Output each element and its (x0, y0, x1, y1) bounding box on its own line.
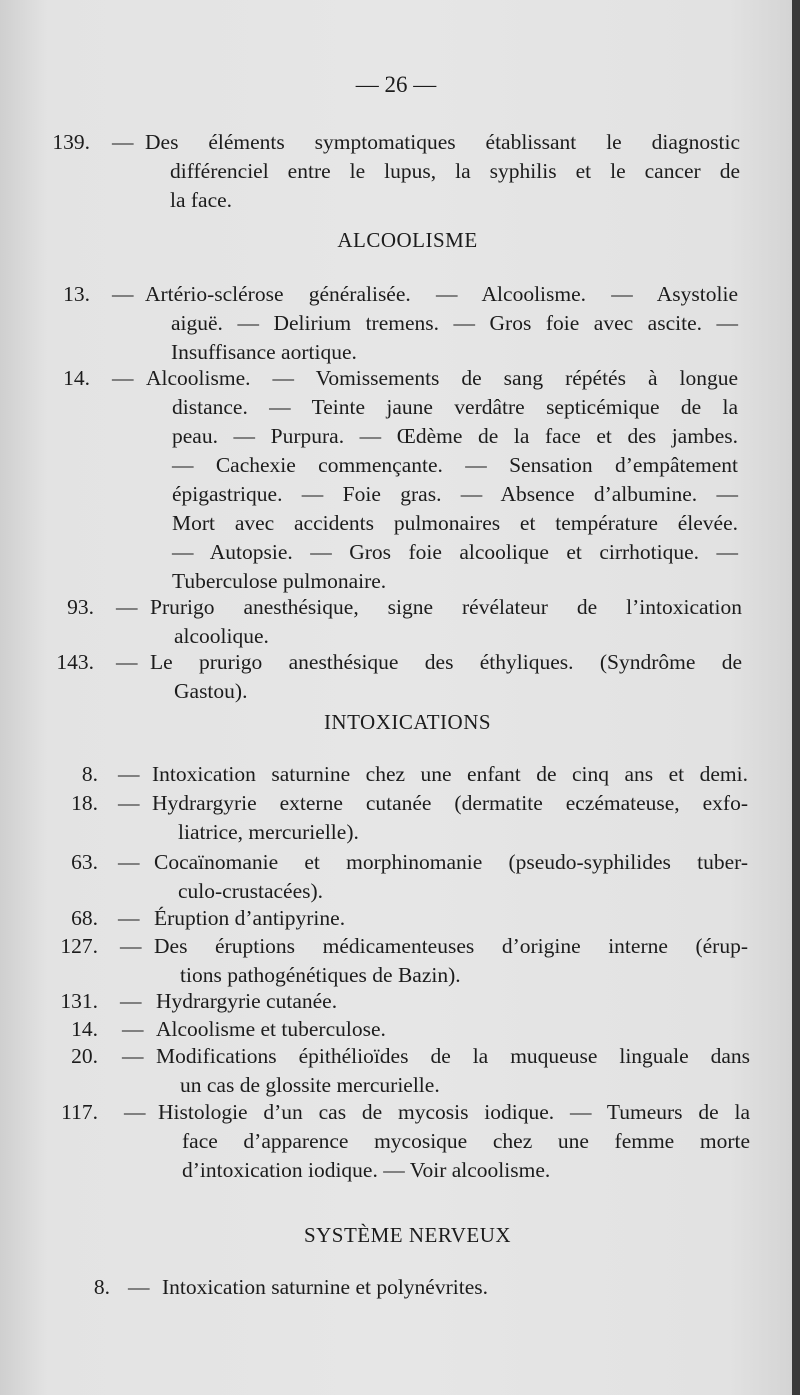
entry-number: 127. (60, 934, 98, 958)
entry-dash: — (118, 762, 140, 786)
section-heading-alcoolisme: ALCOOLISME (337, 228, 478, 252)
section-heading-systeme-nerveux: SYSTÈME NERVEUX (303, 1223, 512, 1247)
entry-line: Hydrargyrie cutanée. (156, 989, 338, 1013)
entry-line: Tuberculose pulmonaire. (172, 569, 387, 593)
entry-number: 8. (93, 1275, 110, 1299)
entry-line: Mort avec accidents pulmonaires et température élevée. (172, 511, 738, 535)
entry-dash: — (118, 850, 140, 874)
entry-number: 18. (71, 791, 98, 815)
entry-line: Intoxication saturnine chez une enfant de cinq ans et demi. (152, 762, 748, 786)
entry-line: — Autopsie. — Gros foie alcoolique et cirrhotique. — (172, 540, 738, 564)
entry-line: distance. — Teinte jaune verdâtre septicémique de la (172, 395, 738, 419)
entry-line: Le prurigo anesthésique des éthyliques. (Syndrôme de (150, 650, 742, 674)
entry-line: culo-crustacées). (178, 879, 324, 903)
entry-line: un cas de glossite mercurielle. (180, 1073, 440, 1097)
entry-line: Modifications épithélioïdes de la muqueuse linguale dans (156, 1044, 750, 1068)
entry-dash: — (122, 1044, 144, 1068)
entry-number: 117. (61, 1100, 98, 1124)
entry-line: Cocaïnomanie et morphinomanie (pseudo-syphilides tuber- (154, 850, 748, 874)
entry-number: 131. (60, 989, 98, 1013)
entry-line: épigastrique. — Foie gras. — Absence d’albumine. — (172, 482, 738, 506)
entry-line: différenciel entre le lupus, la syphilis et le cancer de (170, 159, 740, 183)
entry-line: Des éléments symptomatiques établissant le diagnostic (145, 130, 740, 154)
entry-line: d’intoxication iodique. — Voir alcoolisme. (182, 1158, 551, 1182)
entry-dash: — (112, 130, 134, 154)
entry-line: tions pathogénétiques de Bazin). (180, 963, 461, 987)
entry-line: — Cachexie commençante. — Sensation d’empâtement (172, 453, 738, 477)
entry-line: Hydrargyrie externe cutanée (dermatite eczémateuse, exfo- (152, 791, 748, 815)
entry-dash: — (128, 1275, 150, 1299)
entry-line: Éruption d’antipyrine. (154, 906, 346, 930)
entry-line: Artério-sclérose généralisée. — Alcoolisme. — Asystolie (145, 282, 738, 306)
entry-dash: — (112, 366, 134, 390)
entry-dash: — (112, 282, 134, 306)
entry-number: 63. (71, 850, 98, 874)
entry-number: 14. (63, 366, 90, 390)
entry-line: Gastou). (174, 679, 248, 703)
entry-number: 68. (71, 906, 98, 930)
entry-number: 13. (63, 282, 90, 306)
entry-dash: — (116, 595, 138, 619)
entry-line: aiguë. — Delirium tremens. — Gros foie avec ascite. — (171, 311, 738, 335)
entry-line: Des éruptions médicamenteuses d’origine interne (érup- (154, 934, 748, 958)
entry-dash: — (122, 1017, 144, 1041)
entry-dash: — (118, 791, 140, 815)
entry-dash: — (118, 906, 140, 930)
entry-line: Intoxication saturnine et polynévrites. (162, 1275, 488, 1299)
entry-line: Alcoolisme et tuberculose. (156, 1017, 386, 1041)
entry-dash: — (120, 989, 142, 1013)
entry-line: la face. (170, 188, 233, 212)
section-heading-intoxications: INTOXICATIONS (323, 710, 492, 734)
entry-line: Alcoolisme. — Vomissements de sang répétés à longue (146, 366, 738, 390)
entry-number: 14. (71, 1017, 98, 1041)
entry-number: 143. (56, 650, 94, 674)
entry-dash: — (120, 934, 142, 958)
entry-line: face d’apparence mycosique chez une femme morte (182, 1129, 750, 1153)
entry-line: Histologie d’un cas de mycosis iodique. — Tumeurs de la (158, 1100, 750, 1124)
entry-number: 8. (81, 762, 98, 786)
entry-dash: — (124, 1100, 146, 1124)
entry-number: 139. (52, 130, 90, 154)
entry-dash: — (116, 650, 138, 674)
entry-line: alcoolique. (174, 624, 269, 648)
entry-line: peau. — Purpura. — Œdème de la face et des jambes. (172, 424, 738, 448)
entry-line: Prurigo anesthésique, signe révélateur de l’intoxication (150, 595, 742, 619)
page-number: — 26 — (355, 72, 437, 97)
entry-line: Insuffisance aortique. (171, 340, 357, 364)
entry-number: 20. (71, 1044, 98, 1068)
entry-line: liatrice, mercurielle). (178, 820, 359, 844)
entry-number: 93. (67, 595, 94, 619)
